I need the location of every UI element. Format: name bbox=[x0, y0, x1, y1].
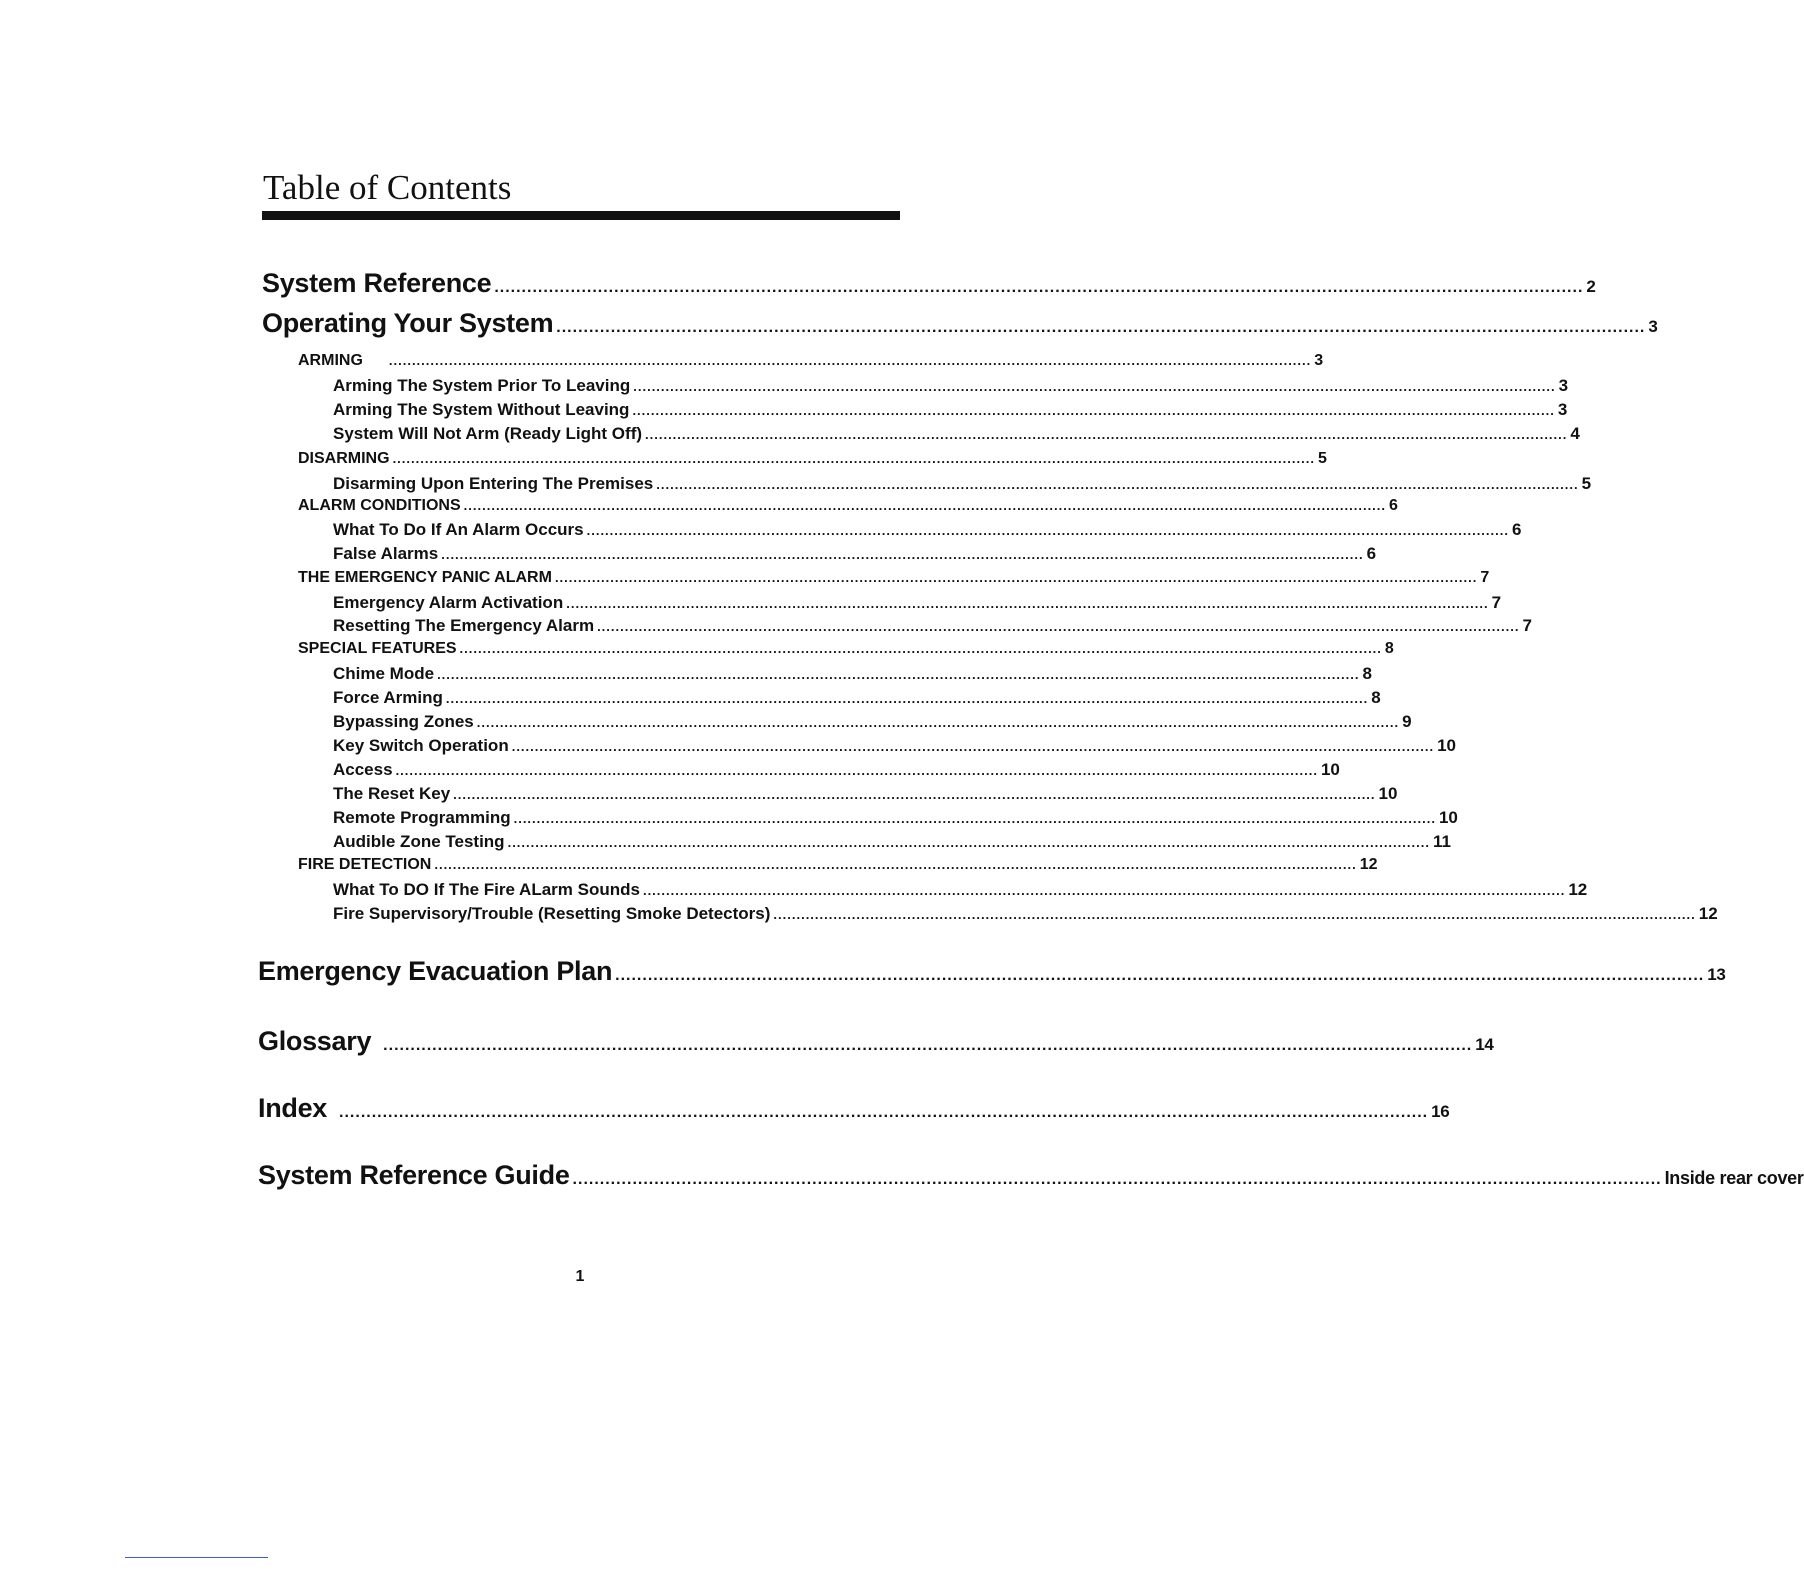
toc-entry-page: 14 bbox=[1475, 1035, 1494, 1054]
toc-entry-label: SPECIAL FEATURES bbox=[298, 640, 457, 657]
toc-entry-page: 7 bbox=[1522, 616, 1532, 635]
page-number: 1 bbox=[575, 1268, 585, 1285]
toc-entry-label: Emergency Alarm Activation bbox=[333, 593, 564, 612]
toc-entry-disarming-upon-entering[interactable] bbox=[333, 474, 1592, 494]
toc-entry-label: DISARMING bbox=[298, 450, 390, 467]
toc-entry-page: 8 bbox=[1384, 640, 1394, 657]
toc-entry-page: 6 bbox=[1511, 520, 1522, 539]
toc-entry-system-reference[interactable] bbox=[262, 268, 1596, 299]
toc-entry-page: 10 bbox=[1438, 808, 1458, 827]
leader-dots: ........................................................................................................................................................................................................ bbox=[441, 547, 1364, 562]
toc-entry-system-reference-guide[interactable] bbox=[258, 1160, 1804, 1191]
toc-entry-page: 2 bbox=[1586, 277, 1596, 296]
toc-entry-label: Access bbox=[333, 760, 393, 779]
toc-entry-page: 10 bbox=[1378, 784, 1398, 803]
leader-dots: ........................................................................................................................................................................................................ bbox=[642, 883, 1566, 898]
toc-entry-what-to-do-alarm[interactable] bbox=[333, 520, 1522, 540]
toc-entry-page: 6 bbox=[1389, 497, 1398, 514]
toc-entry-page: 3 bbox=[1314, 352, 1324, 369]
toc-entry-label: Index bbox=[258, 1093, 328, 1123]
leader-dots: ........................................................................................................................................................................................................ bbox=[339, 1104, 1429, 1121]
toc-entry-label: Operating Your System bbox=[262, 308, 554, 338]
toc-entry-label: The Reset Key bbox=[333, 784, 451, 803]
toc-entry-page: 9 bbox=[1402, 712, 1412, 731]
toc-entry-label: Chime Mode bbox=[333, 664, 435, 683]
toc-entry-arming-prior-to-leaving[interactable] bbox=[333, 376, 1569, 396]
toc-entry-label: What To Do If An Alarm Occurs bbox=[333, 520, 584, 539]
toc-entry-system-will-not-arm[interactable] bbox=[333, 424, 1580, 444]
page-title: Table of Contents bbox=[263, 168, 512, 207]
toc-entry-force-arming[interactable] bbox=[333, 688, 1381, 708]
toc-entry-emergency-evacuation-plan[interactable] bbox=[258, 956, 1726, 987]
toc-entry-page: Inside rear cover bbox=[1664, 1168, 1804, 1188]
leader-dots: ........................................................................................................................................................................................................ bbox=[656, 477, 1579, 492]
footer-rule bbox=[125, 1557, 268, 1558]
leader-dots: ........................................................................................................................................................................................................ bbox=[445, 691, 1369, 706]
toc-entry-label: Audible Zone Testing bbox=[333, 832, 505, 851]
leader-dots: ........................................................................................................................................................................................................ bbox=[392, 451, 1315, 466]
toc-entry-audible-zone-testing[interactable] bbox=[333, 832, 1451, 852]
leader-dots: ........................................................................................................................................................................................................ bbox=[566, 596, 1489, 611]
leader-dots: ........................................................................................................................................................................................................ bbox=[459, 641, 1382, 656]
toc-entry-fire-detection[interactable] bbox=[298, 856, 1378, 874]
toc-entry-page: 8 bbox=[1371, 688, 1381, 707]
toc-entry-page: 6 bbox=[1366, 544, 1377, 563]
toc-entry-label: Resetting The Emergency Alarm bbox=[333, 616, 595, 635]
toc-entry-page: 8 bbox=[1362, 664, 1372, 683]
leader-dots: ........................................................................................................................................................................................................ bbox=[395, 763, 1318, 778]
toc-entry-special-features[interactable] bbox=[298, 640, 1394, 658]
toc-entry-label: Emergency Evacuation Plan bbox=[258, 956, 613, 986]
toc-entry-alarm-conditions[interactable] bbox=[298, 497, 1398, 515]
leader-dots: ........................................................................................................................................................................................................ bbox=[513, 811, 1436, 826]
toc-entry-label: Arming The System Prior To Leaving bbox=[333, 376, 631, 395]
toc-entry-resetting-emergency-alarm[interactable] bbox=[333, 616, 1532, 636]
toc-entry-page: 12 bbox=[1359, 856, 1378, 873]
toc-entry-page: 5 bbox=[1581, 474, 1592, 493]
leader-dots: ........................................................................................................................................................................................................ bbox=[633, 379, 1556, 394]
toc-entry-chime-mode[interactable] bbox=[333, 664, 1372, 684]
toc-entry-page: 10 bbox=[1437, 736, 1456, 755]
toc-entry-page: 12 bbox=[1698, 904, 1718, 923]
toc-entry-label: Force Arming bbox=[333, 688, 443, 707]
leader-dots: ........................................................................................................................................................................................................ bbox=[453, 787, 1376, 802]
toc-entry-disarming[interactable] bbox=[298, 450, 1327, 468]
toc-entry-arming-without-leaving[interactable] bbox=[333, 400, 1568, 420]
toc-entry-fire-alarm-sounds[interactable] bbox=[333, 880, 1588, 900]
leader-dots: ........................................................................................................................................................................................................ bbox=[773, 907, 1696, 922]
toc-entry-label: Arming The System Without Leaving bbox=[333, 400, 630, 419]
leader-dots: ........................................................................................................................................................................................................ bbox=[645, 427, 1568, 442]
toc-entry-label: Fire Supervisory/Trouble (Resetting Smoke Detectors) bbox=[333, 904, 771, 923]
toc-entry-label: System Reference bbox=[262, 268, 492, 298]
leader-dots: ........................................................................................................................................................................................................ bbox=[494, 279, 1584, 296]
title-underline bbox=[262, 211, 900, 220]
toc-entry-label: False Alarms bbox=[333, 544, 439, 563]
toc-entry-page: 13 bbox=[1707, 965, 1726, 984]
toc-entry-page: 3 bbox=[1557, 400, 1568, 419]
toc-entry-label: Key Switch Operation bbox=[333, 736, 509, 755]
toc-entry-label: Remote Programming bbox=[333, 808, 511, 827]
toc-entry-page: 16 bbox=[1431, 1102, 1450, 1121]
toc-entry-page: 4 bbox=[1570, 424, 1580, 443]
leader-dots: ........................................................................................................................................................................................................ bbox=[476, 715, 1400, 730]
toc-entry-false-alarms[interactable] bbox=[333, 544, 1377, 564]
toc-entry-label: Disarming Upon Entering The Premises bbox=[333, 474, 654, 493]
toc-entry-page: 11 bbox=[1432, 832, 1451, 851]
toc-entry-page: 5 bbox=[1317, 450, 1327, 467]
toc-entry-label: What To DO If The Fire ALarm Sounds bbox=[333, 880, 640, 899]
leader-dots: ........................................................................................................................................................................................................ bbox=[554, 570, 1478, 585]
toc-entry-glossary[interactable] bbox=[258, 1026, 1494, 1057]
toc-entry-fire-supervisory-trouble[interactable] bbox=[333, 904, 1718, 924]
leader-dots: ........................................................................................................................................................................................................ bbox=[388, 353, 1312, 368]
toc-entry-page: 7 bbox=[1480, 569, 1490, 586]
toc-entry-index[interactable] bbox=[258, 1093, 1450, 1124]
toc-entry-label: THE EMERGENCY PANIC ALARM bbox=[298, 569, 552, 586]
leader-dots: ........................................................................................................................................................................................................ bbox=[434, 857, 1357, 872]
leader-dots: ........................................................................................................................................................................................................ bbox=[507, 835, 1430, 850]
toc-entry-bypassing-zones[interactable] bbox=[333, 712, 1412, 732]
toc-entry-page: 10 bbox=[1320, 760, 1340, 779]
toc-entry-page: 12 bbox=[1568, 880, 1588, 899]
leader-dots: ........................................................................................................................................................................................................ bbox=[586, 523, 1509, 538]
leader-dots: ........................................................................................................................................................................................................ bbox=[615, 967, 1705, 984]
leader-dots: ........................................................................................................................................................................................................ bbox=[632, 403, 1555, 418]
leader-dots: ........................................................................................................................................................................................................ bbox=[437, 667, 1360, 682]
toc-entry-remote-programming[interactable] bbox=[333, 808, 1458, 828]
leader-dots: ........................................................................................................................................................................................................ bbox=[572, 1171, 1662, 1188]
leader-dots: ........................................................................................................................................................................................................ bbox=[556, 319, 1646, 336]
leader-dots: ........................................................................................................................................................................................................ bbox=[463, 498, 1387, 513]
toc-entry-operating-your-system[interactable] bbox=[262, 308, 1658, 339]
toc-entry-emergency-panic-alarm[interactable] bbox=[298, 569, 1490, 587]
toc-entry-label: FIRE DETECTION bbox=[298, 856, 432, 873]
toc-entry-label: ARMING bbox=[298, 352, 363, 369]
toc-entry-arming[interactable] bbox=[298, 352, 1324, 370]
toc-entry-page: 3 bbox=[1558, 376, 1569, 395]
toc-entry-key-switch-operation[interactable] bbox=[333, 736, 1456, 756]
toc-entry-label: System Reference Guide bbox=[258, 1160, 570, 1190]
toc-entry-access[interactable] bbox=[333, 760, 1340, 780]
leader-dots: ........................................................................................................................................................................................................ bbox=[597, 619, 1520, 634]
leader-dots: ........................................................................................................................................................................................................ bbox=[383, 1037, 1473, 1054]
toc-entry-label: Bypassing Zones bbox=[333, 712, 474, 731]
toc-entry-label: System Will Not Arm (Ready Light Off) bbox=[333, 424, 643, 443]
toc-entry-page: 3 bbox=[1648, 317, 1658, 336]
toc-entry-reset-key[interactable] bbox=[333, 784, 1398, 804]
toc-entry-label: ALARM CONDITIONS bbox=[298, 497, 461, 514]
toc-entry-label: Glossary bbox=[258, 1026, 372, 1056]
toc-entry-emergency-alarm-activation[interactable] bbox=[333, 593, 1502, 613]
toc-entry-page: 7 bbox=[1491, 593, 1502, 612]
leader-dots: ........................................................................................................................................................................................................ bbox=[511, 739, 1435, 754]
